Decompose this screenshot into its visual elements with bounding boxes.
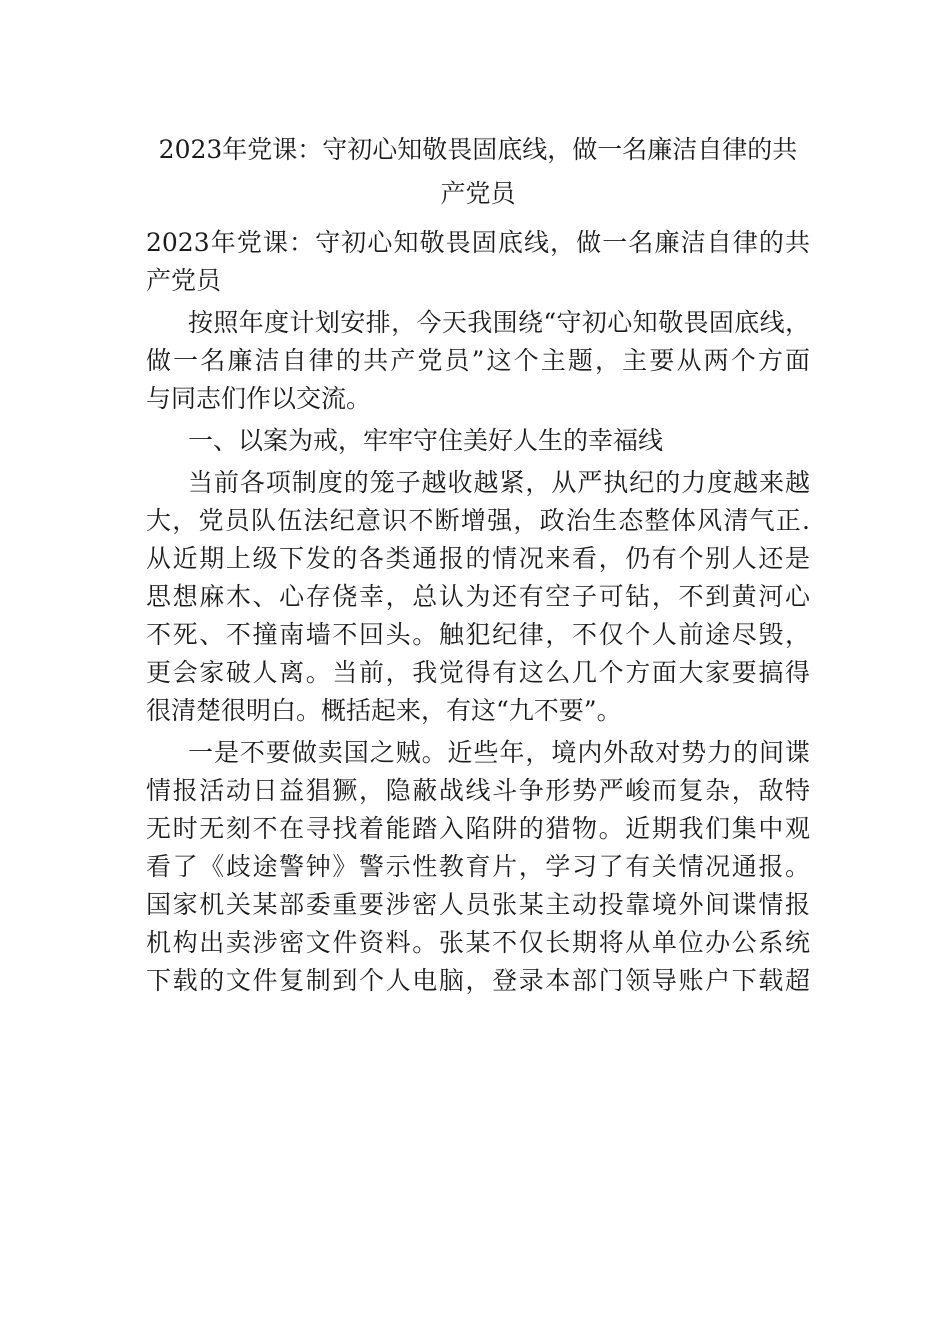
section-heading-1 bbox=[146, 422, 810, 460]
subtitle-line-2: 产党员 bbox=[146, 266, 222, 295]
paragraph-line: 大，党员队伍法纪意识不断增强，政治生态整体风清气正. bbox=[146, 506, 810, 535]
paragraph-line: 机构出卖涉密文件资料。张某不仅长期将从单位办公系统 bbox=[146, 928, 810, 957]
paragraph-line: 很清楚很明白。概括起来，有这“九不要”。 bbox=[146, 696, 622, 725]
paragraph-line: 国家机关某部委重要涉密人员张某主动投靠境外间谍情报 bbox=[146, 890, 810, 919]
document-page bbox=[146, 128, 810, 1000]
document-title bbox=[146, 128, 810, 216]
title-line-2: 产党员 bbox=[440, 179, 516, 208]
paragraph-line: 思想麻木、心存侥幸，总认为还有空子可钻，不到黄河心 bbox=[146, 582, 810, 611]
paragraph-line: 一是不要做卖国之贼。近些年，境内外敌对势力的间谍 bbox=[188, 738, 810, 767]
paragraph-line: 更会家破人离。当前，我觉得有这么几个方面大家要搞得 bbox=[146, 658, 810, 687]
paragraph-line: 不死、不撞南墙不回头。触犯纪律，不仅个人前途尽毁， bbox=[146, 620, 810, 649]
paragraph-point-1 bbox=[146, 734, 810, 1000]
paragraph-line: 与同志们作以交流。 bbox=[146, 384, 372, 413]
document-subtitle bbox=[146, 224, 810, 300]
paragraph-line: 从近期上级下发的各类通报的情况来看，仍有个别人还是 bbox=[146, 544, 810, 573]
title-line-1: 2023年党课：守初心知敬畏固底线，做一名廉洁自律的共 bbox=[158, 135, 798, 164]
paragraph-line: 下载的文件复制到个人电脑，登录本部门领导账户下载超 bbox=[146, 966, 810, 995]
paragraph-line: 看了《歧途警钟》警示性教育片，学习了有关情况通报。 bbox=[146, 852, 810, 881]
paragraph-context bbox=[146, 464, 810, 730]
paragraph-line: 做一名廉洁自律的共产党员”这个主题，主要从两个方面 bbox=[146, 346, 810, 375]
paragraph-line: 无时无刻不在寻找着能踏入陷阱的猎物。近期我们集中观 bbox=[146, 814, 810, 843]
subtitle-line-1: 2023年党课：守初心知敬畏固底线，做一名廉洁自律的共 bbox=[146, 228, 810, 257]
paragraph-line: 按照年度计划安排，今天我围绕“守初心知敬畏固底线， bbox=[188, 308, 810, 337]
section-heading-text: 一、以案为戒，牢牢守住美好人生的幸福线 bbox=[188, 426, 664, 455]
paragraph-intro bbox=[146, 304, 810, 418]
paragraph-line: 情报活动日益猖獗，隐蔽战线斗争形势严峻而复杂，敌特 bbox=[146, 776, 810, 805]
paragraph-line: 当前各项制度的笼子越收越紧，从严执纪的力度越来越 bbox=[188, 468, 810, 497]
